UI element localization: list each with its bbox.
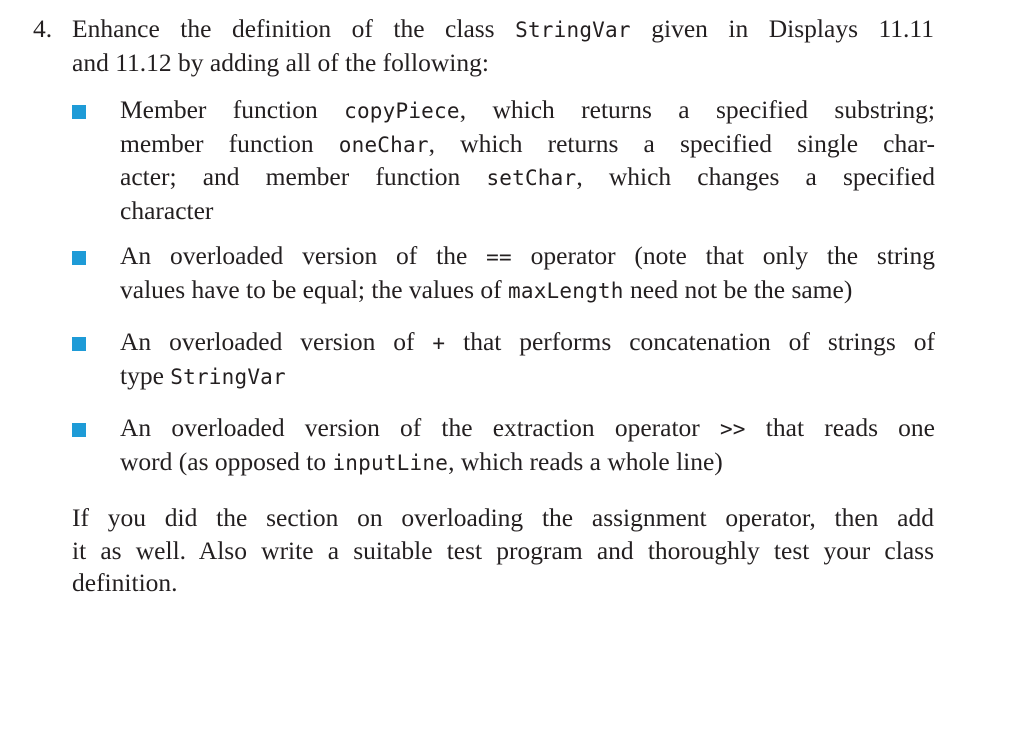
code-stringvar: StringVar <box>515 18 631 42</box>
intro-line-2: and 11.12 by adding all of the following: <box>72 47 489 77</box>
list-item-plus-operator: An overloaded version of + that performs concatenation of strings of type StringVar <box>120 327 935 390</box>
code-maxlength: maxLength <box>508 278 624 303</box>
code-plus: + <box>432 331 446 355</box>
list-item-equality-operator: An overloaded version of the == operator (note that only the string values have to be equal; the values of maxLength need not be the same) <box>120 241 935 304</box>
code-copypiece: copyPiece <box>344 99 460 123</box>
problem-number: 4. <box>33 14 53 43</box>
bullet-square-icon <box>72 337 86 351</box>
list-item-copypiece: Member function copyPiece, which returns a specified substring; member function oneChar, which returns a specified single char- acter; and member function setChar, which changes a specified character <box>120 95 935 225</box>
bullet-square-icon <box>72 251 86 265</box>
list-item-extraction-operator: An overloaded version of the extraction operator >> that reads one word (as opposed to inputLine, which reads a whole line) <box>120 413 935 476</box>
code-setchar: setChar <box>486 166 577 190</box>
bullet-square-icon <box>72 105 86 119</box>
code-equality: == <box>486 245 512 269</box>
problem-intro <box>72 13 934 79</box>
code-onechar: oneChar <box>338 132 429 157</box>
intro-line-1: Enhance the definition of the class StringVar given in Displays 11.11 <box>72 14 934 43</box>
closing-paragraph: If you did the section on overloading the assignment operator, then add it as well. Also write a suitable test program and thoroughly test your class definition. <box>72 503 934 597</box>
code-extraction: >> <box>719 417 746 441</box>
bullet-square-icon <box>72 423 86 437</box>
code-stringvar: StringVar <box>170 364 286 389</box>
code-inputline: inputLine <box>332 450 449 475</box>
